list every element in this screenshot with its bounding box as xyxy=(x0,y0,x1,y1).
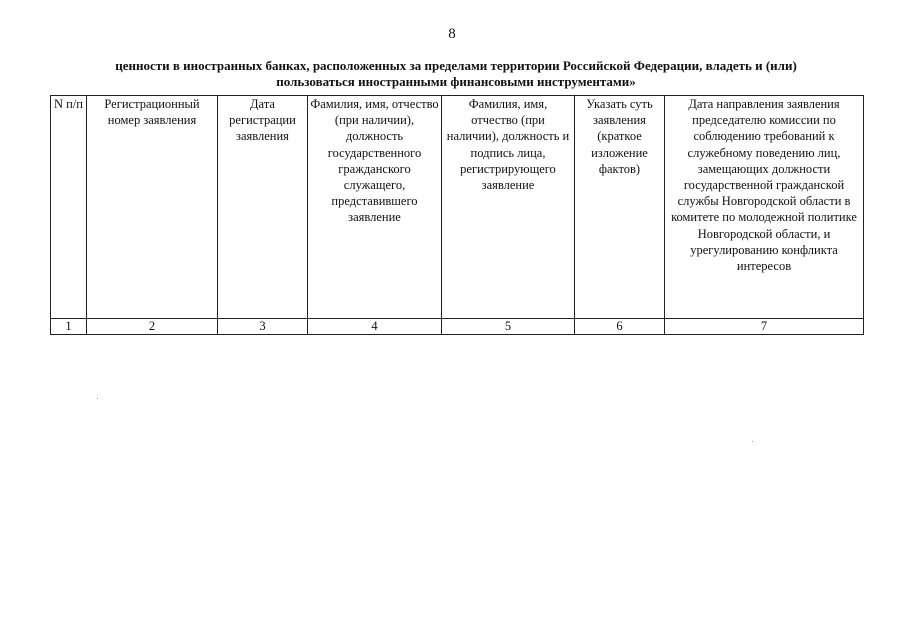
column-number-cell: 5 xyxy=(442,319,575,335)
document-heading xyxy=(40,58,872,90)
header-cell-applicant: Фамилия, имя, отчество (при наличии), должность государственного гражданского служащего, представившего заявление xyxy=(308,96,442,319)
header-cell-summary: Указать суть заявления (краткое изложение фактов) xyxy=(575,96,665,319)
column-number-cell: 6 xyxy=(575,319,665,335)
header-cell-number: N п/п xyxy=(51,96,87,319)
column-number-cell: 2 xyxy=(87,319,218,335)
column-number-row xyxy=(51,319,864,335)
header-cell-registrar: Фамилия, имя, отчество (при наличии), должность и подпись лица, регистрирующего заявление xyxy=(442,96,575,319)
header-cell-referral-date: Дата направления заявления председателю комиссии по соблюдению требований к служебному поведению лиц, замещающих должности государственной гражданской службы Новгородской области в комитете по молодежной политике Новгородской области, и урегулированию конфликта интересов xyxy=(665,96,864,319)
scan-speck xyxy=(752,441,753,442)
registration-table xyxy=(50,95,864,335)
heading-line-2: пользоваться иностранными финансовыми инструментами» xyxy=(276,74,636,89)
column-number-cell: 1 xyxy=(51,319,87,335)
header-cell-registration-number: Регистрационный номер заявления xyxy=(87,96,218,319)
column-number-cell: 7 xyxy=(665,319,864,335)
column-number-cell: 4 xyxy=(308,319,442,335)
heading-line-1: ценности в иностранных банках, расположенных за пределами территории Российской Федерации, владеть и (или) xyxy=(115,58,797,73)
header-row xyxy=(51,96,864,319)
scan-speck xyxy=(97,398,98,399)
header-cell-registration-date: Дата регистрации заявления xyxy=(218,96,308,319)
column-number-cell: 3 xyxy=(218,319,308,335)
page-number: 8 xyxy=(448,26,456,42)
